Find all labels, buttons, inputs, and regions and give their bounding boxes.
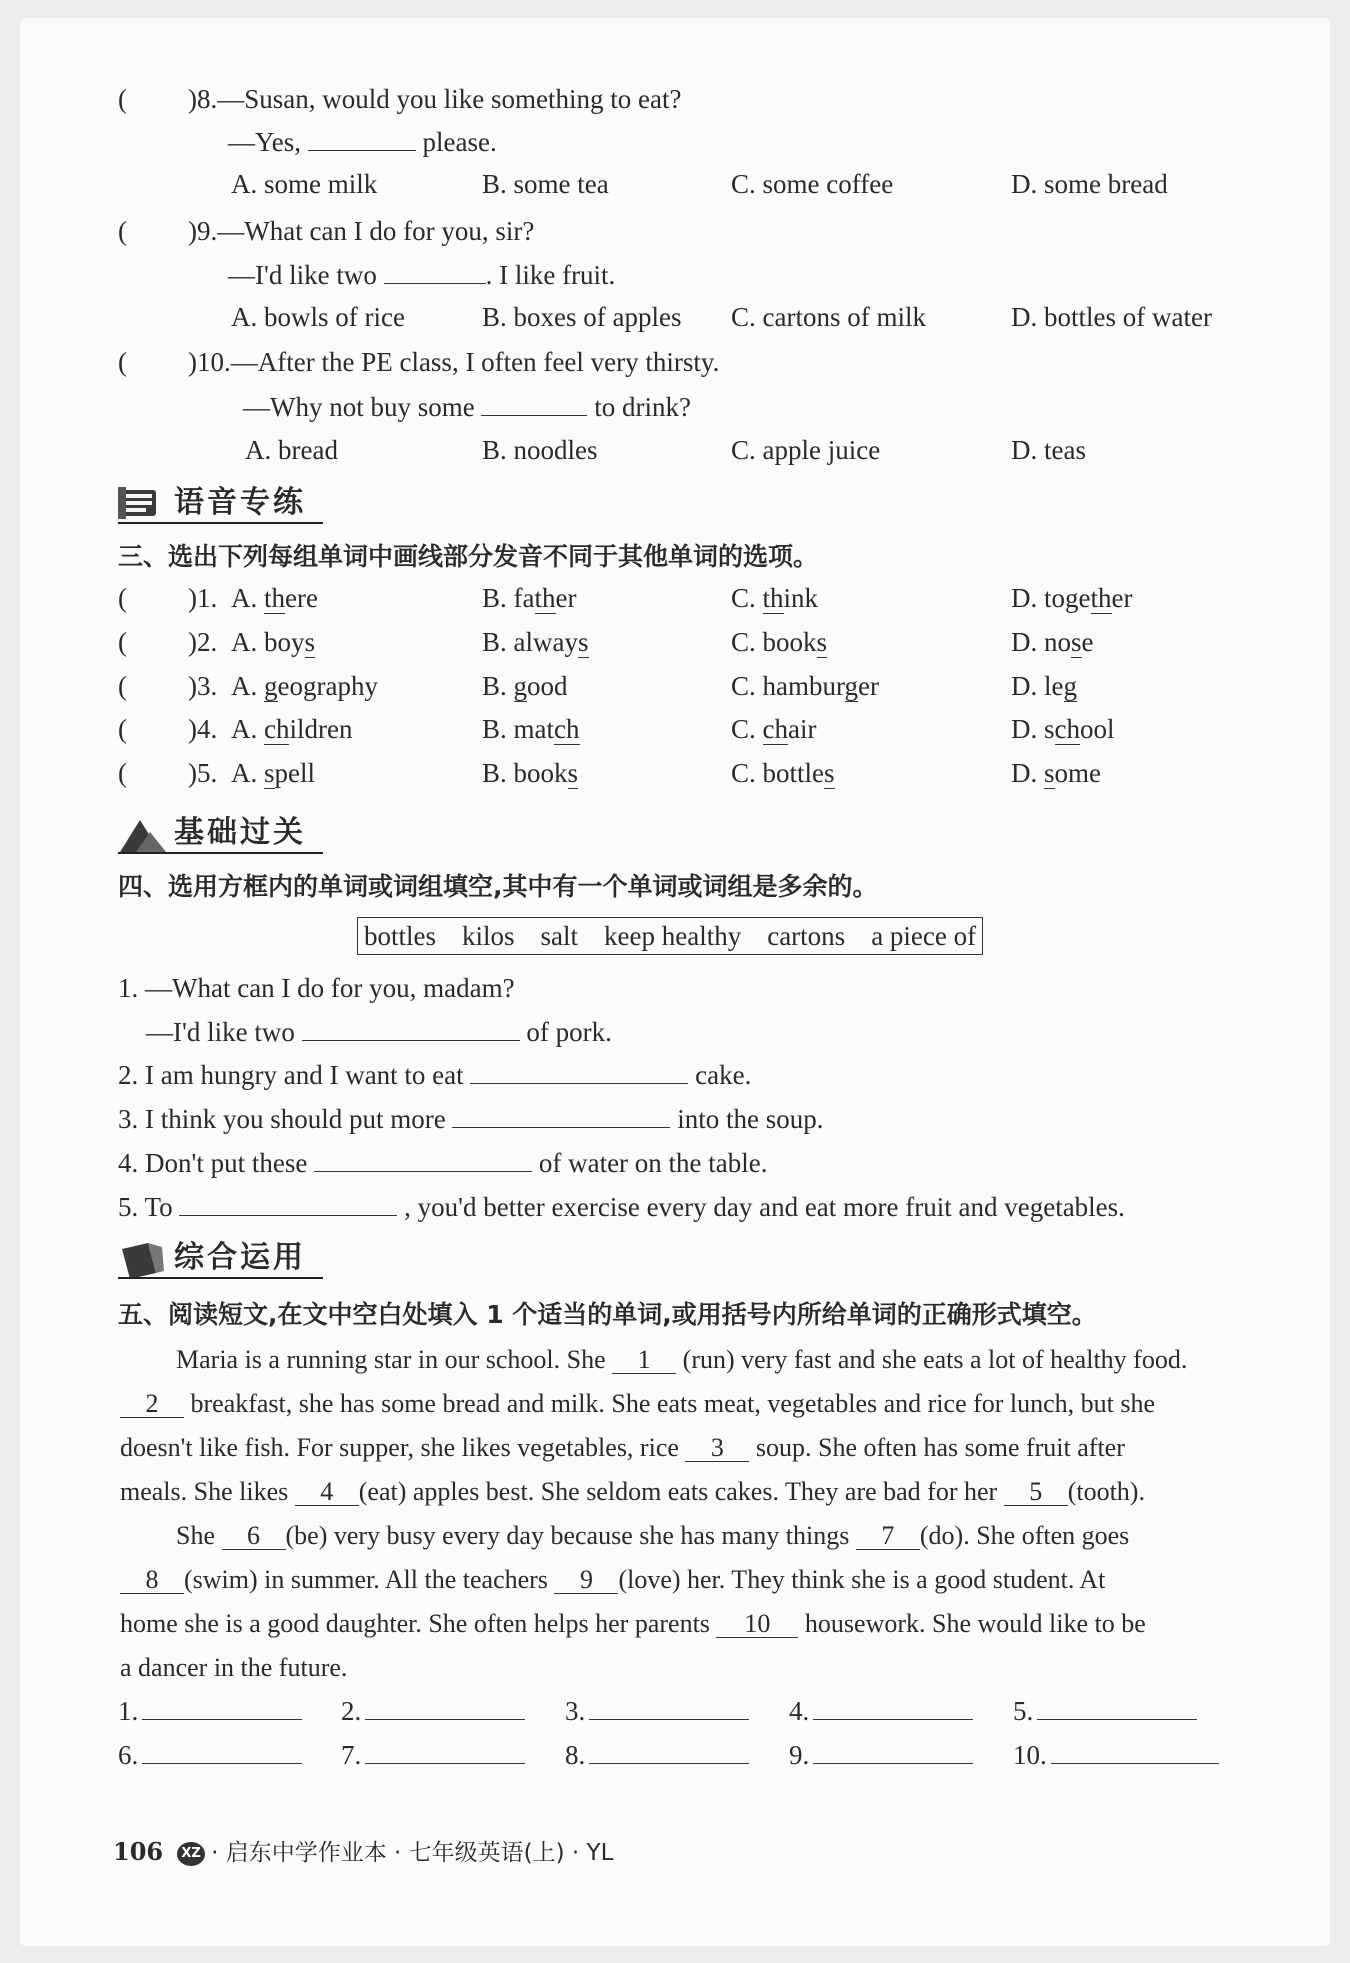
passage-blank[interactable]: 6	[222, 1523, 286, 1550]
answer-line[interactable]	[813, 1737, 973, 1764]
option-d: D. bottles of water	[1011, 302, 1212, 332]
underlined-letters: th	[1090, 583, 1112, 613]
answer-slot	[341, 1737, 525, 1772]
passage-line: meals. She likes 4 (eat) apples best. She seldom eats cakes. They are bad for her 5 (tooth).	[120, 1477, 1145, 1506]
phonetic-option-a: A. children	[231, 714, 353, 744]
answer-slot	[118, 1737, 302, 1772]
answer-line[interactable]	[365, 1737, 525, 1764]
passage-blank[interactable]: 3	[685, 1435, 749, 1462]
answer-paren: (	[118, 216, 127, 246]
section-title: 语音专练	[174, 485, 306, 520]
option-b: B. some tea	[482, 169, 609, 199]
option-a: A. bread	[245, 435, 338, 465]
answer-blank[interactable]	[302, 1014, 520, 1041]
item-number: )3.	[188, 671, 218, 701]
phonetic-option-b: B. books	[482, 758, 579, 788]
page-number: 106	[113, 1837, 164, 1866]
passage-line: doesn't like fish. For supper, she likes vegetables, rice 3 soup. She often has some fruit after	[120, 1433, 1125, 1462]
answer-slot	[789, 1693, 973, 1728]
answer-label: 4.	[789, 1696, 810, 1726]
answer-slot	[789, 1737, 973, 1772]
answer-paren: (	[118, 758, 127, 788]
fill-item-3: 3. I think you should put more into the soup.	[118, 1101, 823, 1136]
answer-label: 8.	[565, 1740, 586, 1770]
answer-blank[interactable]	[314, 1145, 532, 1172]
underlined-letters: th	[534, 583, 556, 613]
word-box-item: kilos	[462, 921, 515, 951]
phonetic-option-d: D. leg	[1011, 671, 1077, 701]
answer-paren: (	[118, 84, 127, 114]
answer-label: 6.	[118, 1740, 139, 1770]
phonetic-option-a: A. there	[231, 583, 318, 613]
word-box	[357, 917, 983, 955]
answer-blank[interactable]	[470, 1057, 688, 1084]
fill-item-5: 5. To , you'd better exercise every day and eat more fruit and vegetables.	[118, 1189, 1125, 1224]
answer-blank[interactable]	[308, 124, 416, 151]
word-box-item: bottles	[364, 921, 436, 951]
section-title: 基础过关	[174, 815, 306, 850]
underlined-letters: th	[762, 583, 784, 613]
page-footer	[113, 1836, 613, 1869]
underlined-letters: s	[816, 627, 828, 657]
option-a: A. bowls of rice	[231, 302, 405, 332]
passage-blank[interactable]: 8	[120, 1567, 184, 1594]
book-icon	[118, 1239, 168, 1279]
section-instruction: 三、选出下列每组单词中画线部分发音不同于其他单词的选项。	[118, 542, 819, 571]
answer-blank[interactable]	[384, 257, 486, 284]
item-number: )5.	[188, 758, 218, 788]
option-b: B. boxes of apples	[482, 302, 682, 332]
answer-label: 10.	[1013, 1740, 1047, 1770]
option-c: C. apple juice	[731, 435, 881, 465]
answer-line[interactable]	[1037, 1693, 1197, 1720]
underlined-letters: s	[264, 758, 275, 788]
section-header-phonetics	[118, 482, 348, 526]
answer-slot	[1013, 1737, 1219, 1772]
passage-blank[interactable]: 5	[1004, 1479, 1068, 1506]
section-instruction: 五、阅读短文,在文中空白处填入 1 个适当的单词,或用括号内所给单词的正确形式填空。	[118, 1300, 1097, 1329]
item-number: )2.	[188, 627, 218, 657]
answer-paren: (	[118, 714, 127, 744]
passage-blank[interactable]: 2	[120, 1391, 184, 1418]
phonetic-option-d: D. some	[1011, 758, 1102, 788]
answer-slot	[565, 1737, 749, 1772]
answer-line[interactable]	[1051, 1737, 1219, 1764]
underlined-letters: ch	[264, 714, 290, 744]
answer-label: 1.	[118, 1696, 139, 1726]
phonetic-option-b: B. match	[482, 714, 580, 744]
option-b: B. noodles	[482, 435, 598, 465]
answer-slot	[565, 1693, 749, 1728]
answer-blank[interactable]	[179, 1189, 397, 1216]
underlined-letters: s	[1044, 758, 1055, 788]
answer-label: 7.	[341, 1740, 362, 1770]
fill-item-2: 2. I am hungry and I want to eat cake.	[118, 1057, 751, 1092]
fill-item-1-question: 1. —What can I do for you, madam?	[118, 973, 515, 1003]
question-text: )8.—Susan, would you like something to eat?	[188, 84, 682, 114]
phonetic-option-a: A. spell	[231, 758, 316, 788]
answer-paren: (	[118, 671, 127, 701]
notebook-icon	[118, 484, 168, 524]
phonetic-option-c: C. books	[731, 627, 828, 657]
answer-line[interactable]	[365, 1693, 525, 1720]
publisher-logo: XZ	[177, 1842, 205, 1866]
section-rule	[118, 1277, 323, 1279]
underlined-letters: th	[264, 583, 286, 613]
response-line: —Yes, please.	[228, 124, 497, 159]
answer-paren: (	[118, 627, 127, 657]
phonetic-option-c: C. think	[731, 583, 819, 613]
answer-label: 9.	[789, 1740, 810, 1770]
word-box-item: keep healthy	[604, 921, 742, 951]
option-d: D. some bread	[1011, 169, 1168, 199]
phonetic-option-a: A. geography	[231, 671, 378, 701]
phonetic-option-c: C. chair	[731, 714, 817, 744]
answer-slot	[341, 1693, 525, 1728]
fill-item-1-response: —I'd like two of pork.	[146, 1014, 612, 1049]
option-c: C. cartons of milk	[731, 302, 926, 332]
passage-blank[interactable]: 4	[295, 1479, 359, 1506]
word-box-item: salt	[540, 921, 579, 951]
answer-label: 5.	[1013, 1696, 1034, 1726]
answer-slot	[118, 1693, 302, 1728]
passage-blank[interactable]: 9	[554, 1567, 618, 1594]
underlined-letters: s	[567, 758, 579, 788]
underlined-letters: ch	[762, 714, 788, 744]
phonetic-option-b: B. good	[482, 671, 568, 701]
item-number: )1.	[188, 583, 218, 613]
passage-line: 2 breakfast, she has some bread and milk. She eats meat, vegetables and rice for lunch, but she	[120, 1382, 1155, 1426]
phonetic-option-a: A. boys	[231, 627, 316, 657]
phonetic-option-d: D. nose	[1011, 627, 1094, 657]
underlined-letters: g	[513, 671, 528, 701]
answer-line[interactable]	[589, 1693, 749, 1720]
passage-line: home she is a good daughter. She often helps her parents 10 housework. She would like to be	[120, 1609, 1146, 1638]
answer-line[interactable]	[813, 1693, 973, 1720]
passage-line: a dancer in the future.	[120, 1653, 348, 1682]
phonetic-option-b: B. father	[482, 583, 577, 613]
option-d: D. teas	[1011, 435, 1086, 465]
answer-line[interactable]	[142, 1737, 302, 1764]
underlined-letters: g	[1063, 671, 1077, 701]
phonetic-option-c: C. bottles	[731, 758, 835, 788]
answer-blank[interactable]	[481, 389, 587, 416]
underlined-letters: g	[264, 671, 278, 701]
passage-line: She 6 (be) very busy every day because she has many things 7 (do). She often goes	[176, 1521, 1130, 1550]
option-c: C. some coffee	[731, 169, 894, 199]
question-text: )10.—After the PE class, I often feel very thirsty.	[188, 347, 720, 377]
answer-line[interactable]	[589, 1737, 749, 1764]
phonetic-option-b: B. always	[482, 627, 589, 657]
section-instruction: 四、选用方框内的单词或词组填空,其中有一个单词或词组是多余的。	[118, 872, 878, 901]
answer-blank[interactable]	[452, 1101, 670, 1128]
section-header-basic	[118, 812, 348, 856]
passage-line: Maria is a running star in our school. She 1 (run) very fast and she eats a lot of healthy food.	[176, 1345, 1188, 1374]
answer-line[interactable]	[142, 1693, 302, 1720]
underlined-letters: s	[824, 758, 835, 788]
item-number: )4.	[188, 714, 218, 744]
answer-paren: (	[118, 583, 127, 613]
question-text: )9.—What can I do for you, sir?	[188, 216, 535, 246]
underlined-letters: s	[304, 627, 316, 657]
passage-line: 8 (swim) in summer. All the teachers 9 (love) her. They think she is a good student. At	[120, 1558, 1105, 1602]
underlined-letters: g	[844, 671, 859, 701]
underlined-letters: s	[1071, 627, 1082, 657]
response-line: —Why not buy some to drink?	[243, 389, 691, 424]
section-rule	[118, 522, 323, 524]
option-a: A. some milk	[231, 169, 378, 199]
answer-label: 3.	[565, 1696, 586, 1726]
passage-blank[interactable]: 10	[716, 1611, 798, 1638]
word-box-item: cartons	[767, 921, 846, 951]
passage-blank[interactable]: 7	[856, 1523, 920, 1550]
word-box-item: a piece of	[871, 921, 977, 951]
phonetic-option-c: C. hamburger	[731, 671, 879, 701]
fill-item-4: 4. Don't put these of water on the table.	[118, 1145, 768, 1180]
section-header-use	[118, 1237, 348, 1281]
underlined-letters: ch	[1054, 714, 1080, 744]
phonetic-option-d: D. school	[1011, 714, 1115, 744]
underlined-letters: ch	[554, 714, 580, 744]
phonetic-option-d: D. together	[1011, 583, 1133, 613]
answer-label: 2.	[341, 1696, 362, 1726]
answer-paren: (	[118, 347, 127, 377]
book-title: · 启东中学作业本 · 七年级英语(上) · YL	[211, 1840, 614, 1866]
section-title: 综合运用	[174, 1240, 306, 1275]
passage-blank[interactable]: 1	[612, 1347, 676, 1374]
mountain-icon	[118, 814, 168, 854]
answer-slot	[1013, 1693, 1197, 1728]
section-rule	[118, 852, 323, 854]
response-line: —I'd like two . I like fruit.	[228, 257, 615, 292]
underlined-letters: s	[577, 627, 589, 657]
